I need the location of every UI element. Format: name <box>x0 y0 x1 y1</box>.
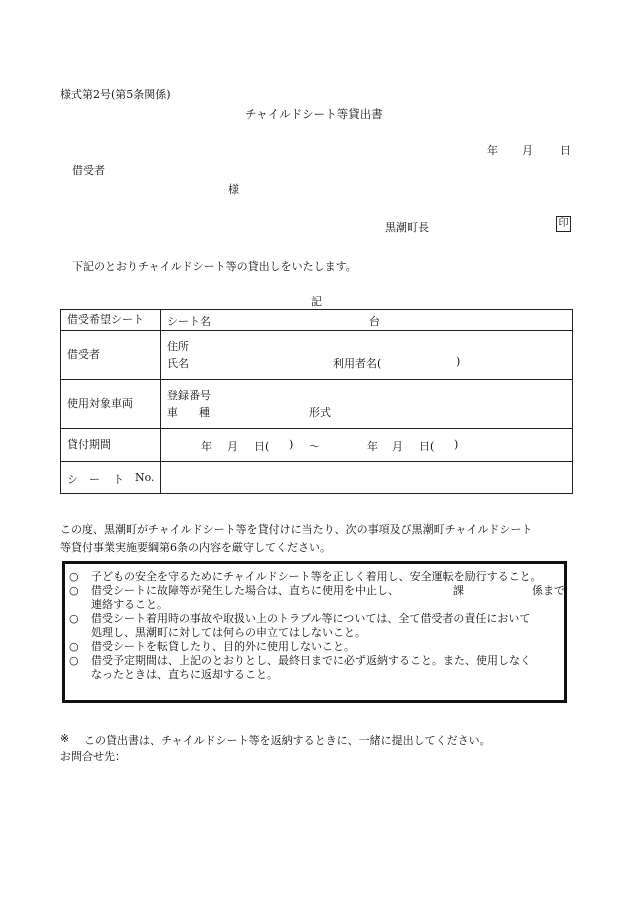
sheet-name-label: シート名 <box>167 315 211 328</box>
period-start-day: 日( <box>254 440 270 453</box>
car-label: 車 <box>167 406 178 419</box>
period-start-year: 年 <box>201 440 212 453</box>
table-row <box>61 462 573 494</box>
date-month: 月 <box>522 144 533 157</box>
rule-text: 借受シートに故障等が発生した場合は、直ちに使用を中止し、 <box>91 584 399 597</box>
sheet-cell[interactable] <box>161 310 573 331</box>
seal-mark: 印 <box>556 216 571 232</box>
period-end-month: 月 <box>392 440 403 453</box>
borrower-cell[interactable] <box>161 331 573 380</box>
user-name-close: ) <box>456 355 461 368</box>
note-mark: ※ <box>60 732 70 745</box>
circle-bullet-icon: ○ <box>69 654 79 667</box>
period-start-close: ) <box>289 438 294 451</box>
table-row <box>61 429 573 462</box>
rule-text: 借受シート着用時の事故や取扱い上のトラブル等については、全て借受者の責任において <box>91 612 531 625</box>
period-tilde: ～ <box>309 440 320 453</box>
sheet-no-cell[interactable] <box>161 462 573 494</box>
circle-bullet-icon: ○ <box>69 584 79 597</box>
circle-bullet-icon: ○ <box>69 640 79 653</box>
rule-item <box>69 570 560 584</box>
date-year: 年 <box>487 144 498 157</box>
rule-dept: 課 <box>453 584 464 597</box>
sheet-no-char-2: ー <box>89 473 100 486</box>
circle-bullet-icon: ○ <box>69 570 79 583</box>
registration-label: 登録番号 <box>167 389 211 402</box>
loan-table <box>60 309 573 494</box>
rule-item <box>69 654 560 668</box>
preamble-line-2: 等貸付事業実施要綱第6条の内容を厳守してください。 <box>60 541 331 554</box>
model-label: 形式 <box>309 406 331 419</box>
issuer-name: 黒潮町長 <box>385 221 429 234</box>
sheet-unit: 台 <box>369 315 380 328</box>
vehicle-cell[interactable] <box>161 380 573 429</box>
sheet-no-char-1: シ <box>67 473 78 486</box>
rule-text: 処理し、黒潮町に対しては何らの申立てはしないこと。 <box>91 626 366 639</box>
label-sheet-no <box>61 462 161 494</box>
rule-text: 借受予定期間は、上記のとおりとし、最終日までに必ず返納すること。また、使用しなく <box>91 654 531 667</box>
table-row <box>61 380 573 429</box>
borrower-heading: 借受者 <box>72 164 105 177</box>
rule-item <box>69 640 560 654</box>
intro-text: 下記のとおりチャイルドシート等の貸出しをいたします。 <box>72 260 357 273</box>
label-vehicle: 使用対象車両 <box>61 380 161 429</box>
sama-honorific: 様 <box>228 183 239 196</box>
preamble-line-1: この度、黒潮町がチャイルドシート等を貸付けに当たり、次の事項及び黒潮町チャイルドシート <box>60 523 533 536</box>
contact-label: お問合せ先： <box>60 750 126 763</box>
label-sheet: 借受希望シート <box>61 310 161 331</box>
name-label: 氏名 <box>167 357 189 370</box>
date-day: 日 <box>560 144 571 157</box>
period-end-year: 年 <box>367 440 378 453</box>
rule-text: 借受シートを転貸したり、目的外に使用しないこと。 <box>91 640 355 653</box>
rule-item-cont <box>69 598 560 612</box>
rules-box <box>62 561 567 703</box>
car-type-label: 種 <box>199 406 210 419</box>
page-title: チャイルドシート等貸出書 <box>245 107 383 121</box>
rule-item <box>69 612 560 626</box>
rule-item-cont <box>69 668 560 682</box>
circle-bullet-icon: ○ <box>69 612 79 625</box>
rule-item-cont <box>69 626 560 640</box>
ki-marker: 記 <box>311 295 322 308</box>
period-end-close: ) <box>454 438 459 451</box>
label-borrower: 借受者 <box>61 331 161 380</box>
label-period: 貸付期間 <box>61 429 161 462</box>
user-name-label: 利用者名( <box>333 357 382 370</box>
sheet-no-char-3: ト <box>113 473 124 486</box>
rule-item <box>69 584 565 598</box>
table-row <box>61 331 573 380</box>
address-label: 住所 <box>167 340 189 353</box>
table-row <box>61 310 573 331</box>
period-end-day: 日( <box>419 440 435 453</box>
rule-text: なったときは、直ちに返却すること。 <box>91 668 278 681</box>
sheet-no-char-4: No. <box>135 471 155 484</box>
period-cell[interactable] <box>161 429 573 462</box>
period-start-month: 月 <box>227 440 238 453</box>
rule-section: 係まで <box>532 584 565 597</box>
note-text: この貸出書は、チャイルドシート等を返納するときに、一緒に提出してください。 <box>84 734 491 747</box>
rule-text: 連絡すること。 <box>91 598 168 611</box>
rule-text: 子どもの安全を守るためにチャイルドシート等を正しく着用し、安全運転を励行すること。 <box>91 570 542 583</box>
form-number: 様式第2号(第5条関係) <box>60 88 171 101</box>
